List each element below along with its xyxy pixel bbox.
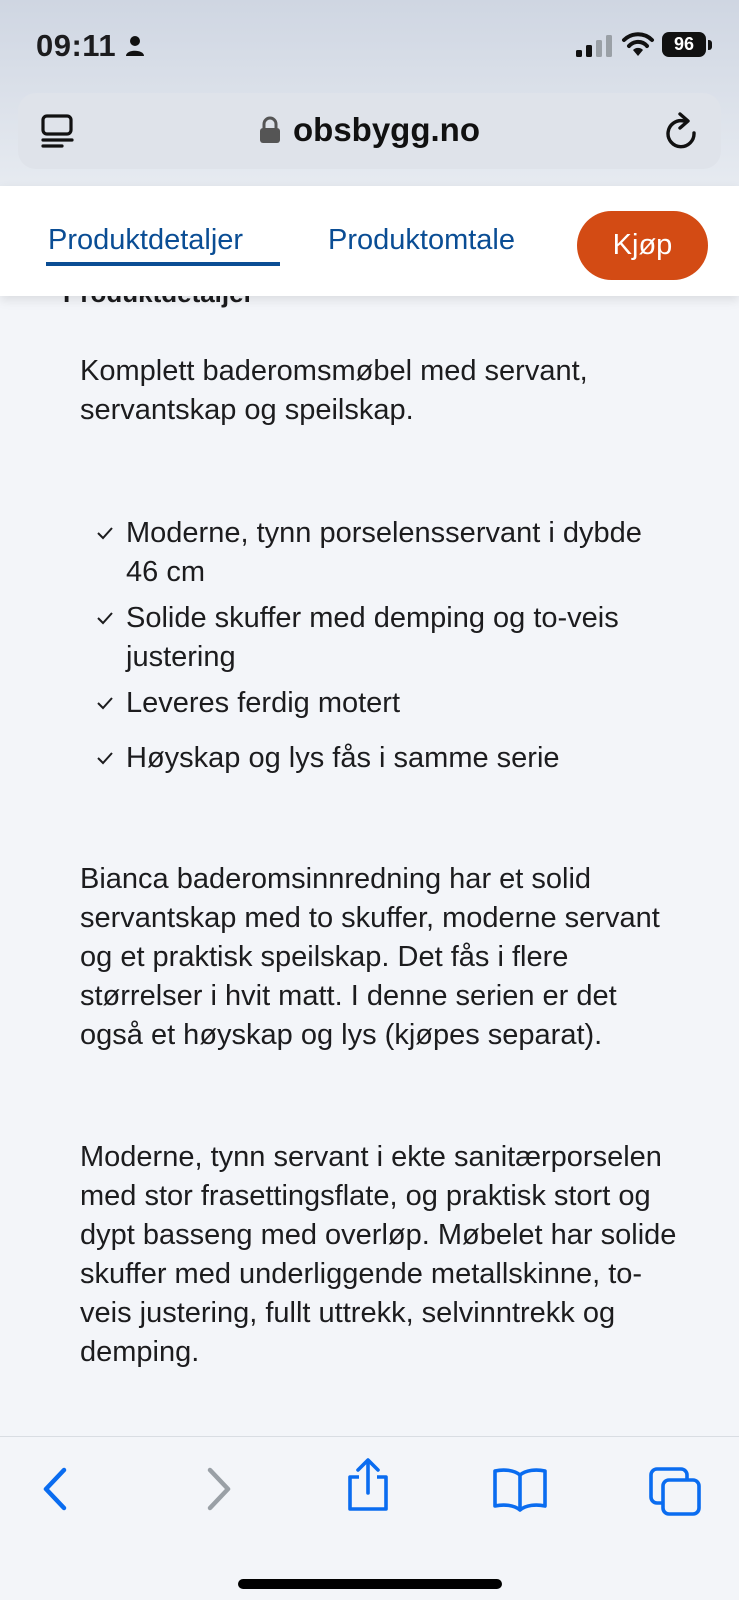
wifi-icon bbox=[622, 31, 654, 57]
list-item-text: Solide skuffer med demping og to-veis justering bbox=[126, 602, 619, 673]
product-details-content bbox=[0, 296, 739, 1436]
battery-tip bbox=[708, 40, 712, 50]
checkmark-icon bbox=[96, 526, 114, 540]
list-item-text: Leveres ferdig motert bbox=[126, 687, 401, 719]
tabs-icon[interactable] bbox=[648, 1466, 704, 1518]
list-item bbox=[96, 739, 656, 778]
address-bar[interactable] bbox=[18, 93, 721, 169]
buy-button[interactable]: Kjøp bbox=[577, 211, 708, 280]
url-group[interactable] bbox=[18, 111, 721, 149]
share-icon[interactable] bbox=[344, 1457, 392, 1513]
bookmarks-icon[interactable] bbox=[492, 1466, 548, 1512]
battery-level: 96 bbox=[673, 34, 695, 54]
back-icon[interactable] bbox=[38, 1466, 74, 1512]
status-time: 09:11 bbox=[36, 28, 117, 63]
description-paragraph: Moderne, tynn servant i ekte sanitærporselen med stor frasettingsflate, og praktisk stort og dypt basseng med overløp. Møbelet har solide skuffer med underliggende metallskinne, to-veis justering, fullt uttrekk, selvinntrekk og demping. bbox=[80, 1141, 677, 1368]
feature-list bbox=[96, 514, 656, 778]
browser-chrome bbox=[0, 0, 739, 190]
status-bar bbox=[0, 0, 739, 92]
url-text[interactable]: obsbygg.no bbox=[293, 111, 480, 148]
list-item-text: Moderne, tynn porselensservant i dybde 46 cm bbox=[126, 517, 642, 588]
lock-icon bbox=[259, 116, 281, 144]
list-item-text: Høyskap og lys fås i samme serie bbox=[126, 742, 560, 774]
product-tab-bar bbox=[0, 186, 739, 296]
forward-icon[interactable] bbox=[200, 1466, 236, 1512]
list-item bbox=[96, 684, 656, 723]
reload-icon[interactable] bbox=[663, 111, 701, 151]
list-item bbox=[96, 599, 656, 677]
battery-icon bbox=[662, 32, 706, 57]
browser-toolbar bbox=[0, 1436, 739, 1600]
checkmark-icon bbox=[96, 611, 114, 625]
intro-paragraph: Komplett baderomsmøbel med servant, servantskap og speilskap. bbox=[80, 355, 588, 426]
person-icon bbox=[125, 35, 145, 57]
description-paragraph: Bianca baderomsinnredning har et solid servantskap med to skuffer, moderne servant og et praktisk speilskap. Det fås i flere størrelser i hvit matt. I denne serien er det også et høyskap og lys (kjøpes separat). bbox=[80, 863, 660, 1051]
tab-produktomtale[interactable]: Produktomtale bbox=[328, 224, 515, 256]
checkmark-icon bbox=[96, 751, 114, 765]
checkmark-icon bbox=[96, 696, 114, 710]
list-item bbox=[96, 514, 656, 592]
signal-icon bbox=[576, 35, 614, 57]
active-tab-indicator bbox=[46, 262, 280, 266]
home-indicator bbox=[238, 1579, 502, 1589]
tab-produktdetaljer[interactable]: Produktdetaljer bbox=[48, 224, 244, 256]
